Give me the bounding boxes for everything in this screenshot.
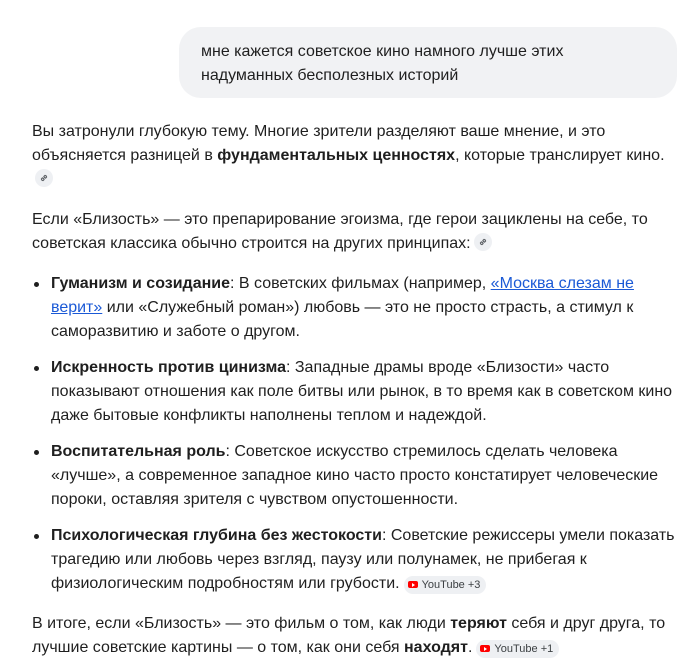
response-paragraph-principles — [32, 208, 682, 256]
list-item-title: Воспитательная роль — [51, 443, 226, 460]
intro-bold: фундаментальных ценностях — [217, 147, 456, 164]
link-icon — [478, 237, 488, 247]
youtube-icon — [408, 581, 418, 588]
citation-link-button[interactable] — [35, 169, 53, 187]
response-paragraph-intro — [32, 120, 682, 192]
list-item-text: : В советских фильмах (например, — [230, 275, 491, 292]
conclusion-text: . — [467, 639, 473, 656]
link-icon — [39, 173, 49, 183]
list-item-text: : Западные драмы вроде «Близости» часто показывают отношения как поле битвы или рынок, в то время как в советском кино даже бытовые конфликты наполнены теплом и надеждой. — [51, 359, 673, 424]
principles-list — [32, 272, 682, 596]
intro-text: Вы затронули глубокую тему. Многие зрители разделяют ваше мнение, и это объясняется разницей в — [32, 123, 606, 164]
list-item-text: : Советские режиссеры умели показать трагедию или любовь через взгляд, паузу или полунамек, не прибегая к физиологическим подробностям или грубости. — [51, 527, 675, 592]
intro-text-end: , которые транслирует кино. — [455, 147, 665, 164]
list-item — [32, 272, 682, 344]
source-chip[interactable] — [404, 576, 487, 594]
conclusion-bold: теряют — [450, 615, 507, 632]
user-message-text: мне кажется советское кино намного лучше этих надуманных бесполезных историй — [201, 43, 564, 84]
conclusion-bold: находят — [404, 639, 468, 656]
movie-link[interactable]: «Москва слезам не верит» — [51, 275, 634, 316]
list-item-title: Гуманизм и созидание — [51, 275, 230, 292]
citation-link-button[interactable] — [474, 233, 492, 251]
conclusion-text: себя и друг друга, то лучшие советские картины — о том, как они себя — [32, 615, 666, 656]
list-item-text-end: или «Служебный роман») любовь — это не просто страсть, а стимул к саморазвитию и заботе о другом. — [51, 299, 634, 340]
source-chip-label: YouTube +1 — [494, 642, 554, 655]
conclusion-text: В итоге, если «Близость» — это фильм о том, как люди — [32, 615, 451, 632]
list-item — [32, 356, 682, 428]
youtube-icon — [480, 645, 490, 652]
principles-text: Если «Близость» — это препарирование эгоизма, где герои зациклены на себе, то советская классика обычно строится на других принципах: — [32, 211, 648, 252]
assistant-response — [32, 120, 682, 660]
source-chip-label: YouTube +3 — [421, 578, 481, 591]
list-item-text: : Советское искусство стремилось сделать человека «лучше», а современное западное кино часто просто констатирует человеческие пороки, оставляя зрителя с чувством опустошенности. — [51, 443, 659, 508]
list-item — [32, 524, 682, 596]
list-item-title: Психологическая глубина без жестокости — [51, 527, 382, 544]
response-paragraph-conclusion — [32, 612, 682, 660]
list-item-title: Искренность против цинизма — [51, 359, 286, 376]
list-item — [32, 440, 682, 512]
user-message-bubble — [179, 27, 677, 98]
source-chip[interactable] — [476, 640, 559, 658]
